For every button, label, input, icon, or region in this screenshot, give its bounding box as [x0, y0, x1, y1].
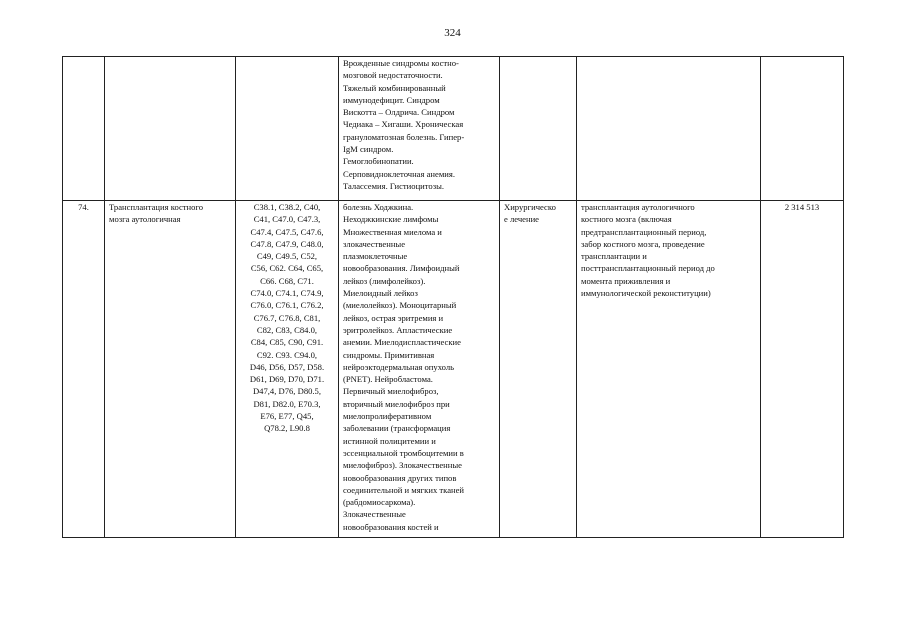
- text-line: костного мозга (включая: [581, 214, 672, 225]
- icd-codes-cell: [236, 201, 339, 538]
- service-name-cell: [105, 57, 236, 201]
- text-line: эритролейкоз. Апластические: [343, 324, 453, 335]
- text-line: новообразования. Лимфоидный: [343, 263, 460, 274]
- text-line: Тяжелый комбинированный: [343, 82, 446, 93]
- text-line: новообразования костей и: [343, 521, 439, 532]
- text-line: мозговой недостаточности.: [343, 70, 443, 81]
- text-line: соединительной и мягких тканей: [343, 484, 465, 495]
- text-line: синдромы. Примитивная: [343, 349, 435, 360]
- text-line: C76.7, C76.8, C81,: [253, 312, 321, 323]
- text-line: C49, C49.5, C52,: [256, 251, 318, 262]
- text-line: плазмоклеточные: [343, 251, 408, 262]
- treatment-method-cell: [577, 201, 761, 538]
- treatment-type-cell: [500, 57, 577, 201]
- text-line: Трансплантация костного: [109, 202, 204, 212]
- text-line: Множественная миелома и: [343, 226, 442, 237]
- text-line: IgM синдром.: [343, 144, 394, 155]
- text-line: D46, D56, D57, D58.: [249, 361, 325, 372]
- icd-codes-cell: [236, 57, 339, 201]
- text-line: C41, C47.0, C47.3,: [253, 214, 321, 225]
- text-line: анемии. Миелодиспластические: [343, 337, 461, 348]
- text-line: Чедиака – Хигаши. Хроническая: [343, 119, 464, 130]
- text-line: трансплантация аутологичного: [581, 202, 695, 212]
- text-line: лейкоз, острая эритремия и: [343, 312, 444, 323]
- text-line: Неходжкинские лимфомы: [343, 214, 439, 225]
- text-line: посттрансплантационный период до: [581, 263, 715, 274]
- text-line: предтрансплантационный период,: [581, 226, 707, 237]
- text-line: момента приживления и: [581, 275, 671, 286]
- text-line: (рабдомиосаркома).: [343, 497, 416, 508]
- treatment-method-cell: [577, 57, 761, 201]
- text-line: Миелоидный лейкоз: [343, 288, 418, 299]
- text-line: эссенциальной тромбоцитемии в: [343, 447, 464, 458]
- text-line: Первичный миелофиброз,: [343, 386, 439, 397]
- text-line: болезнь Ходжкина.: [343, 202, 414, 212]
- cost-cell: 2 314 513: [761, 201, 844, 538]
- text-line: Злокачественные: [343, 509, 406, 520]
- page-number: 324: [444, 27, 461, 39]
- text-line: миелофиброз). Злокачественные: [343, 460, 462, 471]
- text-line: грануломатозная болезнь. Гипер-: [343, 131, 465, 142]
- text-line: C84, C85, C90, C91.: [250, 337, 324, 348]
- text-line: C76.0, C76.1, C76.2,: [250, 300, 324, 311]
- table-row-continuation: [63, 57, 844, 201]
- text-line: D81, D82.0, E70.3,: [253, 398, 321, 409]
- text-line: C92. C93. C94.0,: [256, 349, 318, 360]
- text-line: вторичный миелофиброз при: [343, 398, 450, 409]
- text-line: лейкоз (лимфолейкоз).: [343, 275, 426, 286]
- table-row-74: [63, 201, 844, 538]
- text-line: D61, D69, D70, D71.: [249, 374, 325, 385]
- diagnosis-cell: [339, 57, 500, 201]
- text-line: C47.4, C47.5, C47.6,: [250, 226, 324, 237]
- text-line: нейроэктодермальная опухоль: [343, 361, 455, 372]
- text-line: истинной полицитемии и: [343, 435, 436, 446]
- text-line: C38.1, C38.2, C40,: [253, 202, 321, 212]
- services-table: [62, 56, 844, 538]
- text-line: злокачественные: [343, 238, 406, 249]
- treatment-type-cell: [500, 201, 577, 538]
- text-line: забор костного мозга, проведение: [581, 238, 705, 249]
- text-line: Хирургическо: [504, 202, 556, 212]
- text-line: Гемоглобинопатии.: [343, 156, 414, 167]
- text-line: Талассемия. Гистиоцитозы.: [343, 180, 445, 191]
- text-line: иммунологической реконституции): [581, 288, 711, 299]
- text-line: мозга аутологичная: [109, 214, 181, 225]
- text-line: C47.8, C47.9, C48.0,: [250, 238, 324, 249]
- text-line: D47,4, D76, D80.5,: [252, 386, 322, 397]
- text-line: Вискотта – Олдрича. Синдром: [343, 107, 455, 118]
- service-name-cell: [105, 201, 236, 538]
- text-line: C66. C68, C71.: [260, 275, 314, 286]
- text-line: Врожденные синдромы костно-: [343, 58, 459, 68]
- text-line: заболевании (трансформация: [343, 423, 451, 434]
- diagnosis-cell: [339, 201, 500, 538]
- row-number-cell: 74.: [63, 201, 105, 538]
- text-line: C56, C62. C64, C65,: [250, 263, 324, 274]
- row-number-cell: [63, 57, 105, 201]
- text-line: Серповидноклеточная анемия.: [343, 168, 455, 179]
- text-line: Q78.2, L90.8: [264, 423, 310, 434]
- text-line: миелопролиферативном: [343, 411, 432, 422]
- text-line: иммунодефицит. Синдром: [343, 94, 440, 105]
- text-line: е лечение: [504, 214, 540, 225]
- text-line: новообразования других типов: [343, 472, 457, 483]
- text-line: трансплантации и: [581, 251, 647, 262]
- text-line: C82, C83, C84.0,: [256, 324, 318, 335]
- text-line: C74.0, C74.1, C74.9,: [250, 288, 324, 299]
- text-line: (PNET). Нейробластома.: [343, 374, 433, 385]
- text-line: (миелолейкоз). Моноцитарный: [343, 300, 457, 311]
- cost-cell: [761, 57, 844, 201]
- text-line: E76, E77, Q45,: [260, 411, 314, 422]
